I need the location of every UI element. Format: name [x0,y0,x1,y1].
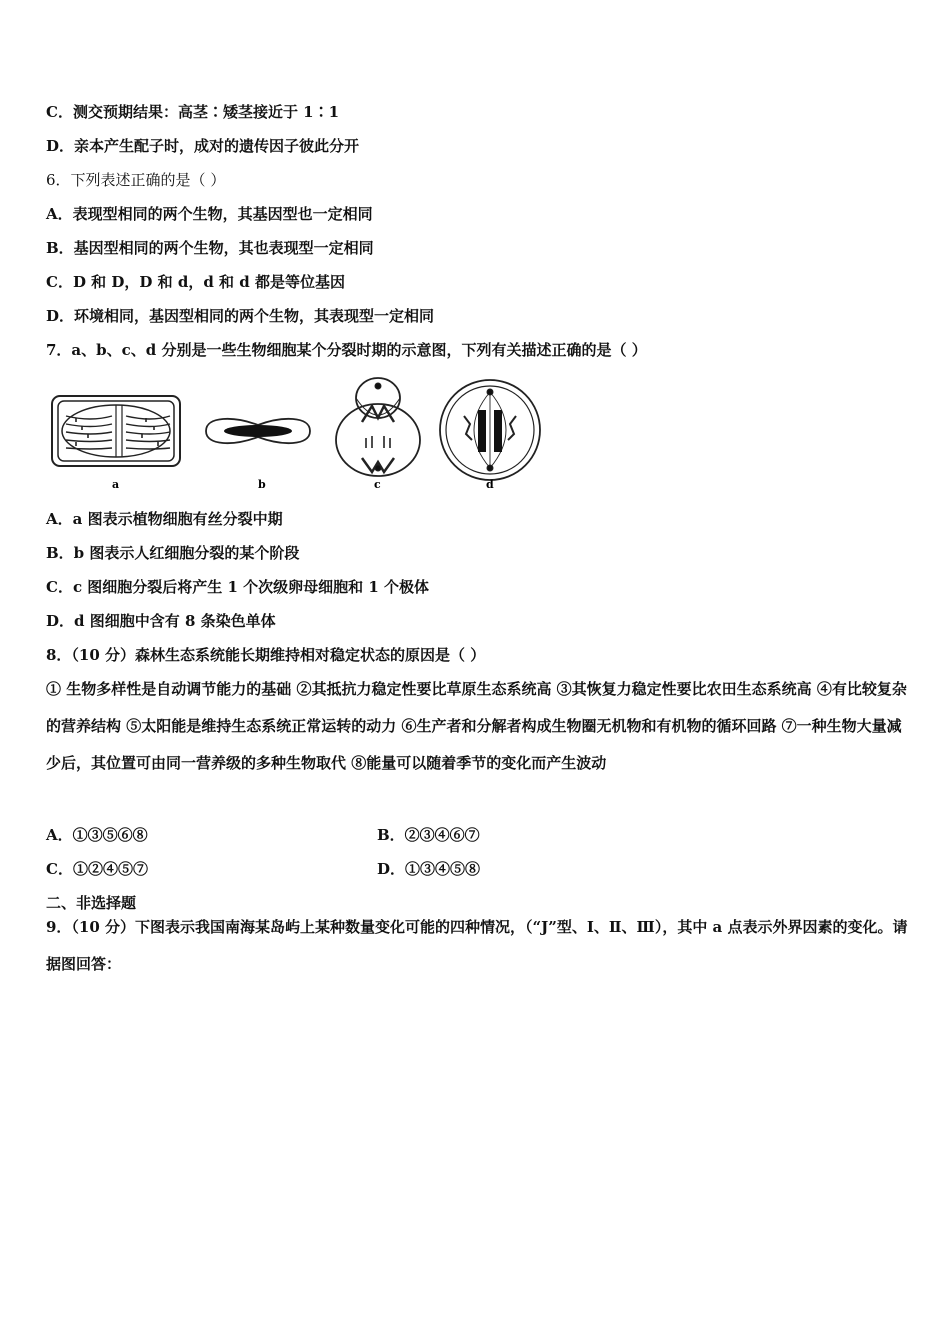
cell-division-figure [46,372,546,494]
figure-label-a: a [112,478,120,491]
q5-option-c: C．测交预期结果：高茎∶矮茎接近于 1∶1 [46,103,340,121]
q7-option-b: B．b 图表示人红细胞分裂的某个阶段 [46,544,300,562]
q5-option-d: D．亲本产生配子时，成对的遗传因子彼此分开 [46,137,360,155]
q9-stem: 9．（10 分）下图表示我国南海某岛屿上某种数量变化可能的四种情况，（“J”型、Ⅰ、Ⅱ、Ⅲ），其中 a 点表示外界因素的变化。请据图回答： [46,918,908,973]
figure-b-dividing-cell [206,419,310,443]
section-title: 二、非选择题 [46,894,137,912]
q6-option-a: A．表现型相同的两个生物，其基因型也一定相同 [46,205,373,223]
q8-option-b: B．②③④⑥⑦ [377,826,480,844]
figure-a-plant-cell [52,396,180,466]
figure-d-metaphase-cell [440,380,540,480]
figure-c-unequal-division [336,378,420,476]
q6-option-d: D．环境相同，基因型相同的两个生物，其表现型一定相同 [46,307,435,325]
figure-label-b: b [258,478,266,491]
q6-stem: 6．下列表述正确的是（ ） [46,171,226,189]
q8-option-c: C．①②④⑤⑦ [46,860,148,878]
q6-option-b: B．基因型相同的两个生物，其也表现型一定相同 [46,239,374,257]
q7-option-c: C．c 图细胞分裂后将产生 1 个次级卵母细胞和 1 个极体 [46,578,430,596]
q6-option-c: C．D 和 D，D 和 d，d 和 d 都是等位基因 [46,273,345,291]
q8-option-a: A．①③⑤⑥⑧ [46,826,148,844]
q8-option-d: D．①③④⑤⑧ [377,860,481,878]
figure-label-d: d [486,478,494,491]
q8-stem: 8．（10 分）森林生态系统能长期维持相对稳定状态的原因是（ ） [46,646,486,664]
q8-statements: ① 生物多样性是自动调节能力的基础 ②其抵抗力稳定性要比草原生态系统高 ③其恢复力稳定性要比农田生态系统高 ④有比较复杂的营养结构 ⑤太阳能是维持生态系统正常运转的动力 ⑥生产者和分解者构成生物圈无机物和有机物的循环回路 ⑦一种生物大量减少后，其位置可由同一营养级的多种生物取代 ⑧能量可以随着季节的变化而产生波动 [46,680,907,772]
q7-stem: 7．a、b、c、d 分别是一些生物细胞某个分裂时期的示意图，下列有关描述正确的是（ ） [46,341,647,359]
q7-option-d: D．d 图细胞中含有 8 条染色单体 [46,612,276,630]
figure-label-c: c [374,478,381,491]
q7-option-a: A．a 图表示植物细胞有丝分裂中期 [46,510,283,528]
